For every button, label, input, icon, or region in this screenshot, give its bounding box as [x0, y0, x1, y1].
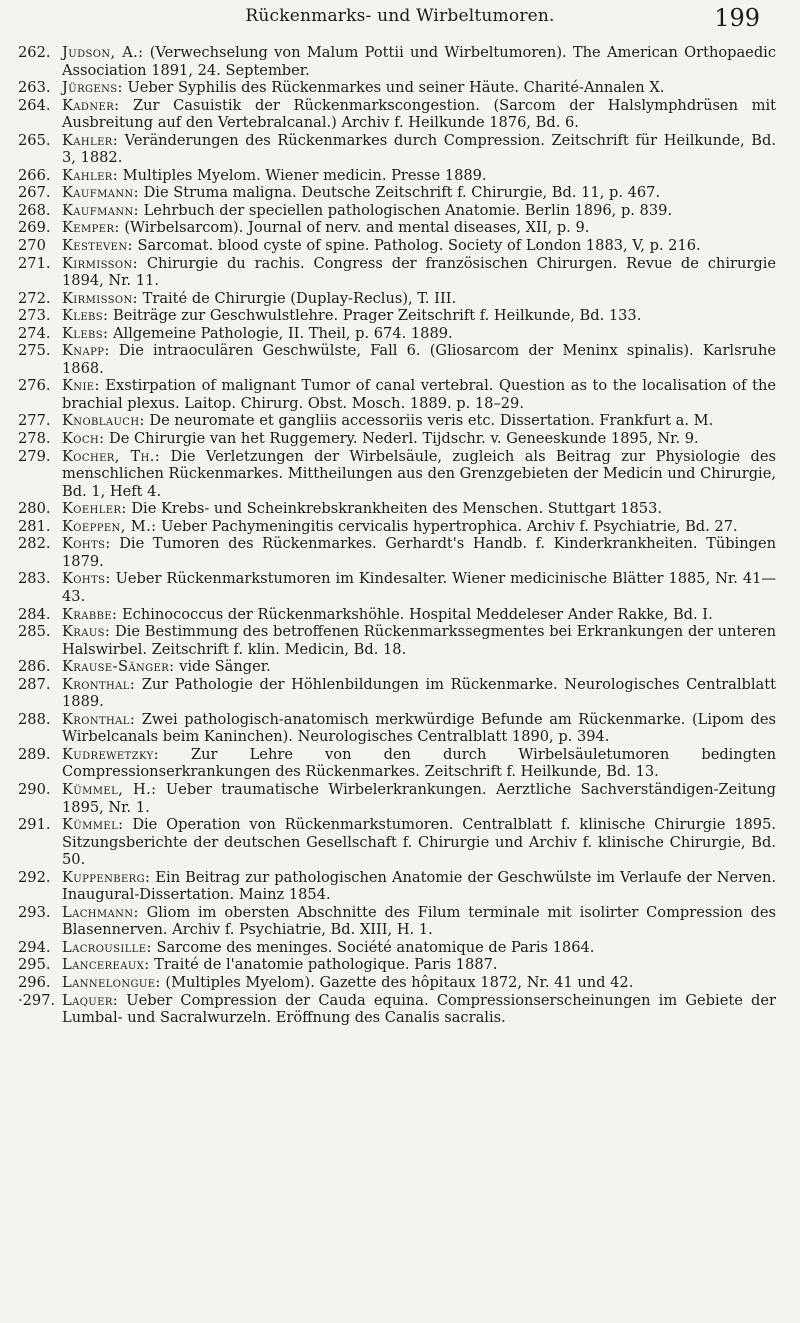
reference-text: [62, 518, 776, 536]
reference-text: [62, 412, 776, 430]
reference-author: Judson, A.:: [62, 44, 144, 61]
reference-citation: vide Sänger.: [174, 658, 271, 676]
reference-author: Kocher, Th.:: [62, 447, 161, 465]
reference-citation: Beiträge zur Geschwulstlehre. Prager Zeitschrift f. Heilkunde, Bd. 133.: [108, 307, 642, 325]
reference-entry: [18, 658, 776, 676]
reference-number: 295.: [18, 956, 51, 974]
reference-citation: Ueber Rückenmarkstumoren im Kindesalter. Wiener medicinische Blätter 1885, Nr. 41—43.: [62, 570, 776, 605]
reference-text: [62, 781, 776, 816]
reference-author: Kadner:: [62, 96, 120, 114]
reference-text: [62, 97, 776, 132]
reference-number: 279.: [18, 447, 51, 465]
reference-author: Lannelongue:: [62, 973, 161, 991]
reference-author: Kirmisson:: [62, 254, 138, 272]
reference-entry: [18, 290, 776, 308]
reference-author: Klebs:: [62, 324, 109, 342]
reference-entry: [18, 44, 776, 79]
reference-author: Krabbe:: [62, 605, 118, 623]
reference-text: [62, 430, 776, 448]
reference-author: Klebs:: [62, 307, 109, 325]
reference-text: [62, 448, 776, 501]
reference-citation: Zur Pathologie der Höhlenbildungen im Rückenmarke. Neurologisches Centralblatt 1889.: [62, 675, 776, 711]
reference-entry: [18, 869, 776, 904]
reference-citation: Die Operation von Rückenmarkstumoren. Centralblatt f. klinische Chirurgie 1895. Sitzungsberichte der deutschen Gesellschaft f. Chirurgie und Archiv f. klinische Chirurgie, Bd. 50.: [62, 816, 776, 869]
reference-citation: Die Tumoren des Rückenmarkes. Gerhardt's Handb. f. Kinderkrankheiten. Tübingen 1879.: [62, 535, 776, 570]
reference-number: 263.: [18, 79, 51, 97]
page-header: [0, 0, 800, 40]
reference-citation: (Verwechselung von Malum Pottii und Wirbeltumoren). The American Orthopaedic Association 1891, 24. September.: [62, 44, 777, 79]
reference-author: Kesteven:: [62, 237, 133, 255]
reference-citation: Traité de Chirurgie (Duplay-Reclus), T. III.: [137, 289, 457, 307]
reference-citation: (Multiples Myelom). Gazette des hôpitaux 1872, Nr. 41 und 42.: [160, 973, 634, 991]
reference-number: 290.: [18, 780, 51, 798]
reference-citation: Die Bestimmung des betroffenen Rückenmarkssegmentes bei Erkrankungen der unteren Halswirbel. Zeitschrift f. klin. Medicin, Bd. 18.: [62, 623, 776, 658]
reference-number: 284.: [18, 605, 51, 623]
reference-number: 294.: [18, 938, 51, 956]
reference-author: Kaufmann:: [62, 201, 139, 219]
reference-number: 272.: [18, 289, 51, 307]
reference-author: Koehler:: [62, 500, 127, 518]
reference-entry: [18, 781, 776, 816]
reference-text: [62, 342, 776, 377]
reference-citation: Lehrbuch der speciellen pathologischen Anatomie. Berlin 1896, p. 839.: [138, 201, 673, 219]
reference-author: Kümmel:: [62, 816, 124, 834]
reference-author: Kaufmann:: [62, 184, 139, 202]
reference-text: [62, 237, 776, 255]
reference-text: [62, 676, 776, 711]
reference-entry: [18, 325, 776, 343]
reference-entry: [18, 711, 776, 746]
reference-entry: [18, 307, 776, 325]
reference-number: 292.: [18, 868, 51, 886]
reference-number: 269.: [18, 219, 51, 237]
reference-citation: Zur Lehre von den durch Wirbelsäuletumoren bedingten Compressionserkrankungen des Rückenmarkes. Zeitschrift f. Heilkunde, Bd. 13.: [62, 745, 776, 781]
reference-author: Lancereaux:: [62, 956, 150, 974]
reference-text: [62, 202, 776, 220]
reference-author: Kronthal:: [62, 710, 136, 728]
reference-citation: (Wirbelsarcom). Journal of nerv. and mental diseases, XII, p. 9.: [119, 219, 590, 237]
reference-number: 273.: [18, 307, 51, 325]
reference-author: Lacrousille:: [62, 938, 152, 956]
reference-number: 267.: [18, 184, 51, 202]
reference-author: Kohts:: [62, 570, 111, 588]
reference-entry: [18, 255, 776, 290]
reference-number: 287.: [18, 675, 51, 693]
reference-citation: Die intraoculären Geschwülste, Fall 6. (Gliosarcom der Meninx spinalis). Karlsruhe 1868.: [62, 342, 776, 377]
reference-number: 281.: [18, 517, 51, 535]
reference-citation: Die Struma maligna. Deutsche Zeitschrift f. Chirurgie, Bd. 11, p. 467.: [138, 184, 661, 202]
reference-number: 280.: [18, 500, 51, 518]
reference-author: Kraus:: [62, 623, 111, 641]
running-title: Rückenmarks- und Wirbeltumoren.: [245, 6, 555, 26]
reference-text: [62, 904, 776, 939]
reference-entry: [18, 676, 776, 711]
reference-text: [62, 44, 776, 79]
reference-text: [62, 500, 776, 518]
reference-citation: Chirurgie du rachis. Congress der französischen Chirurgen. Revue de chirurgie 1894, Nr. 11.: [62, 254, 776, 290]
reference-text: [62, 623, 776, 658]
reference-entry: [18, 623, 776, 658]
reference-entry: [18, 535, 776, 570]
reference-entry: [18, 412, 776, 430]
reference-number: 278.: [18, 430, 51, 448]
reference-citation: Ueber traumatische Wirbelerkrankungen. Aerztliche Sachverständigen-Zeitung 1895, Nr. 1.: [62, 780, 776, 816]
reference-entry: [18, 974, 776, 992]
reference-number: 282.: [18, 535, 51, 553]
reference-number: 266.: [18, 166, 51, 184]
reference-number: 275.: [18, 342, 51, 360]
reference-citation: Ueber Syphilis des Rückenmarkes und seiner Häute. Charité-Annalen X.: [122, 79, 665, 97]
reference-text: [62, 184, 776, 202]
reference-entry: [18, 219, 776, 237]
page-number: 199: [714, 4, 760, 32]
reference-number: 293.: [18, 903, 51, 921]
reference-author: Kirmisson:: [62, 289, 138, 307]
reference-citation: Zur Casuistik der Rückenmarkscongestion. (Sarcom der Halslymphdrüsen mit Ausbreitung auf den Vertebralcanal.) Archiv f. Heilkunde 1876, Bd. 6.: [62, 96, 776, 132]
reference-author: Kahler:: [62, 166, 119, 184]
reference-text: [62, 377, 776, 412]
reference-text: [62, 992, 776, 1027]
reference-number: 271.: [18, 254, 51, 272]
reference-number: 285.: [18, 623, 51, 641]
reference-entry: [18, 939, 776, 957]
reference-author: Kümmel, H.:: [62, 780, 157, 798]
reference-citation: Multiples Myelom. Wiener medicin. Presse 1889.: [118, 166, 487, 184]
reference-text: [62, 167, 776, 185]
reference-number: 264.: [18, 96, 51, 114]
reference-entry: [18, 132, 776, 167]
reference-citation: Exstirpation of malignant Tumor of canal vertebral. Question as to the localisation of the brachial plexus. Laitop. Chirurg. Obst. Mosch. 1889. p. 18–29.: [62, 377, 776, 412]
reference-author: Kuppenberg:: [62, 868, 151, 886]
reference-author: Kohts:: [62, 535, 111, 553]
reference-list: [18, 44, 776, 1027]
reference-citation: Gliom im obersten Abschnitte des Filum terminale mit isolirter Compression des Blasennerven. Archiv f. Psychiatrie, Bd. XIII, H. 1.: [62, 903, 776, 939]
reference-entry: [18, 518, 776, 536]
reference-citation: De neuromate et gangliis accessoriis veris etc. Dissertation. Frankfurt a. M.: [144, 412, 714, 430]
reference-number: 276.: [18, 377, 51, 395]
reference-text: [62, 255, 776, 290]
reference-text: [62, 290, 776, 308]
reference-citation: Ein Beitrag zur pathologischen Anatomie der Geschwülste im Verlaufe der Nerven. Inaugural-Dissertation. Mainz 1854.: [62, 868, 776, 904]
reference-author: Knapp:: [62, 342, 110, 360]
reference-entry: [18, 97, 776, 132]
reference-entry: [18, 342, 776, 377]
reference-text: [62, 746, 776, 781]
reference-text: [62, 307, 776, 325]
reference-entry: [18, 500, 776, 518]
reference-text: [62, 606, 776, 624]
reference-text: [62, 325, 776, 343]
reference-citation: Allgemeine Pathologie, II. Theil, p. 674. 1889.: [108, 324, 453, 342]
reference-entry: [18, 184, 776, 202]
reference-citation: Echinococcus der Rückenmarkshöhle. Hospital Meddeleser Ander Rakke, Bd. I.: [117, 605, 713, 623]
reference-author: Krause-Sänger:: [62, 658, 175, 676]
reference-number: 274.: [18, 324, 51, 342]
reference-citation: De Chirurgie van het Ruggemery. Nederl. Tijdschr. v. Geneeskunde 1895, Nr. 9.: [104, 430, 699, 448]
reference-text: [62, 658, 776, 676]
reference-author: Kahler:: [62, 131, 119, 149]
reference-text: [62, 535, 776, 570]
reference-author: Laquer:: [62, 991, 119, 1009]
reference-entry: [18, 992, 776, 1027]
reference-citation: Die Verletzungen der Wirbelsäule, zugleich als Beitrag zur Physiologie des menschlichen Rückenmarkes. Mittheilungen aus den Grenzgebieten der Medicin und Chirurgie, Bd. 1, Heft 4.: [62, 447, 776, 500]
reference-citation: Die Krebs- und Scheinkrebskrankheiten des Menschen. Stuttgart 1853.: [126, 500, 663, 518]
reference-entry: [18, 167, 776, 185]
reference-author: Kemper:: [62, 219, 120, 237]
reference-text: [62, 711, 776, 746]
reference-entry: [18, 79, 776, 97]
reference-citation: Ueber Pachymeningitis cervicalis hypertrophica. Archiv f. Psychiatrie, Bd. 27.: [156, 517, 738, 535]
reference-number: 277.: [18, 412, 51, 430]
reference-entry: [18, 570, 776, 605]
reference-number: ·297.: [18, 991, 56, 1009]
reference-author: Knoblauch:: [62, 412, 145, 430]
reference-entry: [18, 746, 776, 781]
reference-citation: Sarcomat. blood cyste of spine. Patholog. Society of London 1883, V, p. 216.: [132, 237, 701, 255]
reference-text: [62, 219, 776, 237]
reference-number: 283.: [18, 570, 51, 588]
reference-author: Koch:: [62, 430, 105, 448]
reference-entry: [18, 448, 776, 501]
reference-citation: Veränderungen des Rückenmarkes durch Compression. Zeitschrift für Heilkunde, Bd. 3, 1882.: [62, 131, 776, 167]
reference-entry: [18, 202, 776, 220]
reference-citation: Zwei pathologisch-anatomisch merkwürdige Befunde am Rückenmarke. (Lipom des Wirbelcanals beim Kaninchen). Neurologisches Centralblatt 1890, p. 394.: [62, 710, 776, 746]
reference-author: Lachmann:: [62, 903, 139, 921]
reference-number: 270: [18, 237, 46, 255]
reference-entry: [18, 237, 776, 255]
reference-text: [62, 869, 776, 904]
reference-number: 286.: [18, 658, 51, 676]
reference-author: Kudrewetzky:: [62, 745, 159, 763]
reference-entry: [18, 377, 776, 412]
reference-number: 262.: [18, 44, 51, 61]
reference-citation: Ueber Compression der Cauda equina. Compressionserscheinungen im Gebiete der Lumbal- und Sacralwurzeln. Eröffnung des Canalis sacralis.: [62, 991, 776, 1027]
reference-text: [62, 132, 776, 167]
reference-citation: Traité de l'anatomie pathologique. Paris 1887.: [149, 956, 498, 974]
reference-text: [62, 974, 776, 992]
reference-text: [62, 956, 776, 974]
reference-text: [62, 79, 776, 97]
reference-number: 289.: [18, 745, 51, 763]
reference-text: [62, 570, 776, 605]
reference-entry: [18, 904, 776, 939]
reference-number: 265.: [18, 131, 51, 149]
reference-author: Koeppen, M.:: [62, 517, 157, 535]
reference-number: 268.: [18, 201, 51, 219]
reference-entry: [18, 956, 776, 974]
reference-number: 291.: [18, 816, 51, 834]
reference-entry: [18, 606, 776, 624]
reference-text: [62, 816, 776, 869]
reference-number: 296.: [18, 973, 51, 991]
reference-number: 288.: [18, 710, 51, 728]
reference-author: Knie:: [62, 377, 100, 395]
reference-author: Jürgens:: [62, 79, 123, 97]
reference-entry: [18, 430, 776, 448]
reference-text: [62, 939, 776, 957]
reference-citation: Sarcome des meninges. Société anatomique de Paris 1864.: [151, 938, 595, 956]
reference-entry: [18, 816, 776, 869]
reference-author: Kronthal:: [62, 675, 136, 693]
